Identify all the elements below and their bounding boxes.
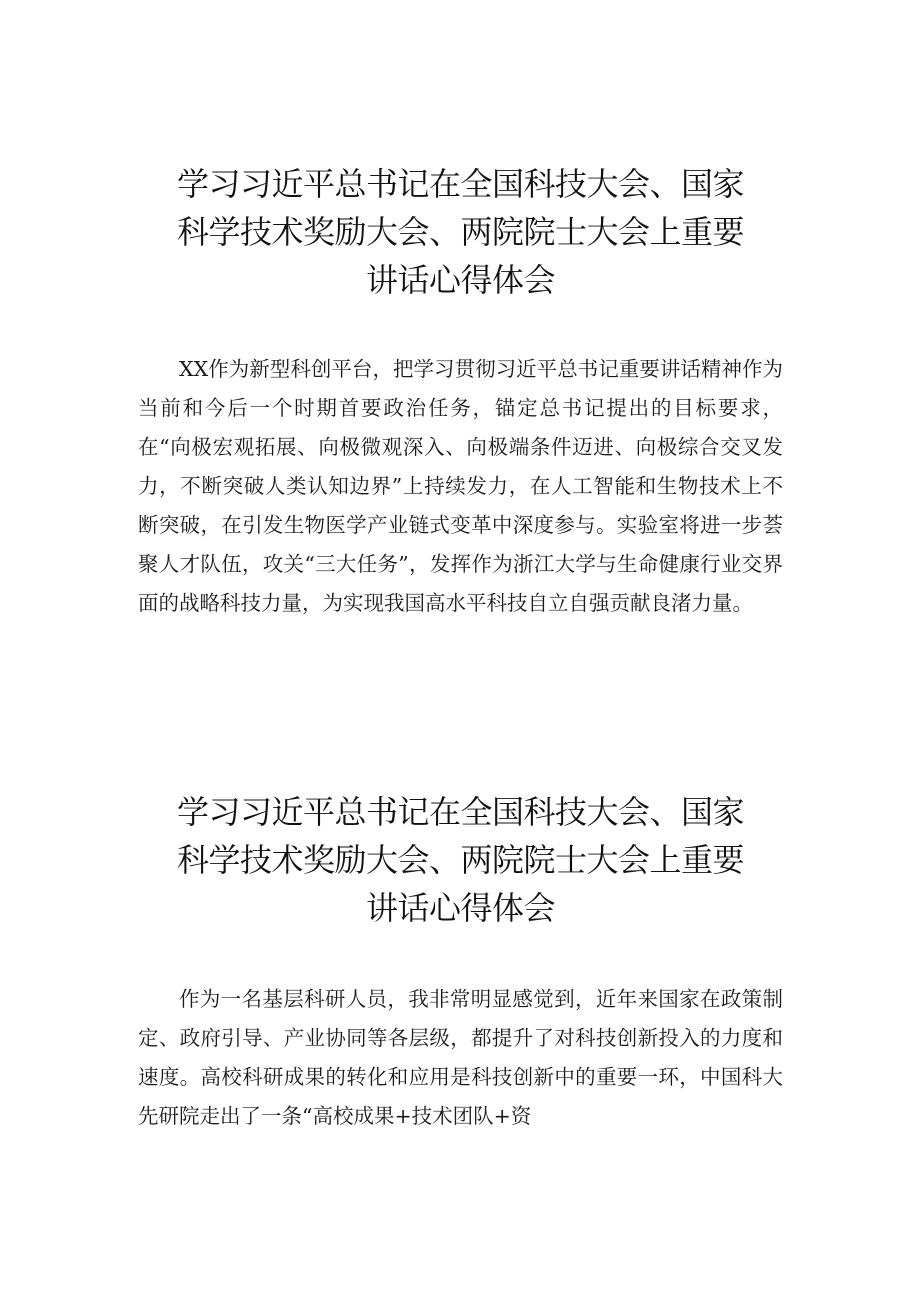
article-title (138, 788, 783, 932)
title-line: 学习习近平总书记在全国科技大会、国家 (176, 793, 744, 831)
title-line: 讲话心得体会 (365, 889, 555, 927)
article-section-1 (138, 160, 783, 623)
title-line: 讲话心得体会 (365, 261, 555, 299)
title-line: 科学技术奖励大会、两院院士大会上重要 (176, 213, 744, 251)
article-paragraph: 作为一名基层科研人员，我非常明显感觉到，近年来国家在政策制定、政府引导、产业协同等各层级，都提升了对科技创新投入的力度和速度。高校科研成果的转化和应用是科技创新中的重要一环，中国科大先研院走出了一条“高校成果+技术团队+资 (138, 987, 783, 1128)
article-paragraph: XX作为新型科创平台，把学习贯彻习近平总书记重要讲话精神作为当前和今后一个时期首要政治任务，锚定总书记提出的目标要求，在“向极宏观拓展、向极微观深入、向极端条件迈进、向极综合交叉发力，不断突破人类认知边界”上持续发力，在人工智能和生物技术上不断突破，在引发生物医学产业链式变革中深度参与。实验室将进一步荟聚人才队伍，攻关“三大任务”，发挥作为浙江大学与生命健康行业交界面的战略科技力量，为实现我国高水平科技自立自强贡献良渚力量。 (138, 357, 783, 615)
title-line: 学习习近平总书记在全国科技大会、国家 (176, 165, 744, 203)
article-section-2 (138, 788, 783, 1136)
article-title (138, 160, 783, 304)
title-line: 科学技术奖励大会、两院院士大会上重要 (176, 841, 744, 879)
